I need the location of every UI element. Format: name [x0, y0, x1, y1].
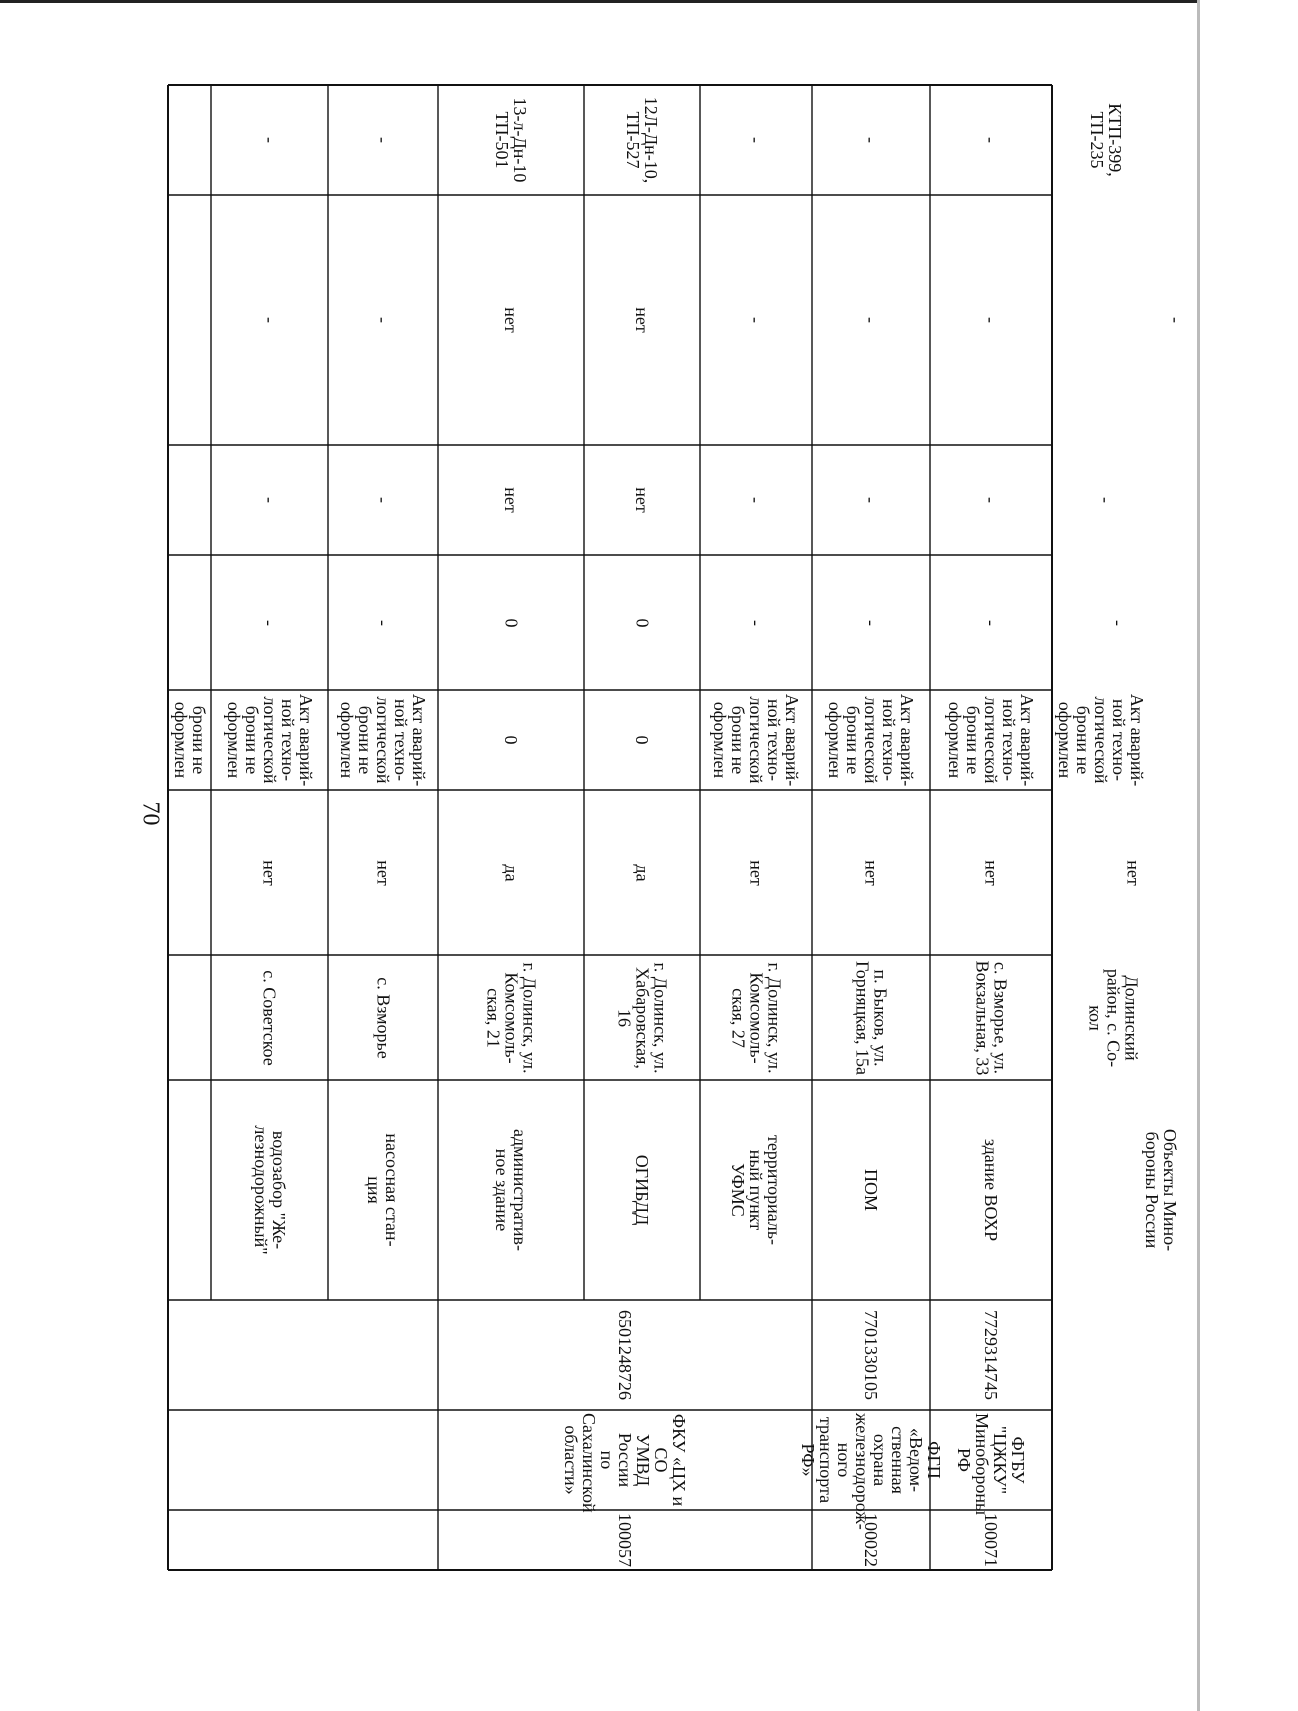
table-cell-r4-feed [440, 87, 582, 193]
cell-text: - [981, 137, 1001, 143]
table-cell-g1-org [440, 1412, 810, 1513]
table-cell-r6-feed [702, 87, 810, 193]
table-cell-r4-flag [440, 792, 582, 953]
cell-text: - [373, 497, 393, 503]
cell-text: - [1108, 619, 1129, 626]
cell-text: брони не оформлен [170, 701, 209, 779]
cell-text: - [861, 619, 881, 626]
table-cell-r4-c10 [440, 197, 582, 443]
cell-text: - [981, 317, 1001, 323]
table-cell-g1-inn [440, 1302, 810, 1408]
table-cell-r6-status [702, 692, 810, 788]
table-cell-r7-c10 [814, 197, 928, 443]
table-cell-r8-inn [814, 1302, 928, 1408]
cell-text: нет [861, 859, 881, 886]
table-cell-r3-c9 [330, 447, 436, 553]
table-cell-r9-flag [1054, 792, 1213, 953]
table-cell-r3-feed [330, 87, 436, 193]
cell-text: ФГП «Ведом- ственная охрана железнодорож- ного транспорта РФ» [798, 1413, 944, 1530]
table-cell-r1-status [170, 692, 209, 788]
table-cell-r1-c8 [170, 557, 209, 688]
table-cell-r8-c9 [932, 447, 1050, 553]
table-cell-r5-addr [586, 957, 698, 1078]
cell-text: - [259, 137, 280, 143]
table-cell-r8-org [798, 1412, 944, 1530]
cell-text: г. Долинск, ул. Хабаровская, 16 [614, 961, 670, 1074]
cell-text: нет [746, 859, 766, 886]
cell-text: - [1166, 317, 1186, 323]
cell-text: нет [373, 859, 393, 886]
table-cell-r7-feed [814, 87, 928, 193]
cell-text: - [861, 497, 881, 503]
cell-text: с. Взморье [373, 976, 393, 1059]
table-cell-r9-c10 [1054, 197, 1298, 443]
table-cell-r3-addr [330, 957, 436, 1078]
table-cell-r2-feed [213, 87, 326, 193]
cell-text: насосная стан- ция [364, 1133, 402, 1247]
table-cell-r9-inn [932, 1302, 1050, 1408]
table-cell-r4-c9 [440, 447, 582, 553]
cell-text: Акт аварий- ной техно- логической брони не оформлен [825, 693, 917, 787]
cell-text: административ- ное здание [492, 1128, 530, 1252]
table-cell-r8-c10 [932, 197, 1050, 443]
cell-text: нет [501, 487, 521, 513]
table-cell-r7-c8 [814, 557, 928, 688]
cell-text: ПОМ [861, 1168, 881, 1211]
table-cell-r7-c9 [814, 447, 928, 553]
cell-text: 0 [632, 735, 652, 745]
cell-text: Акт аварий- ной техно- логической брони не оформлен [1055, 693, 1147, 787]
table-cell-r8-feed [932, 87, 1050, 193]
cell-text: - [746, 497, 766, 503]
table-cell-r2-status [213, 692, 326, 788]
cell-text: да [501, 863, 521, 882]
cell-text: с. Взморье, ул. Вокзальная, 33 [972, 960, 1010, 1075]
table-cell-r1-addr [170, 957, 209, 1078]
table-cell-r2-c10 [213, 197, 326, 443]
cell-text: нет [259, 859, 280, 886]
cell-text: КТП-399, ТП-235 [1087, 103, 1125, 177]
table-cell-r5-c9 [586, 447, 698, 553]
table-cell-r7-status [814, 692, 928, 788]
table-cell-r5-c10 [586, 197, 698, 443]
table-cell-r3-status [330, 692, 436, 788]
table-cell-r6-c8 [702, 557, 810, 688]
table-cell-r6-addr [702, 957, 810, 1078]
table-cell-r5-obj [586, 1082, 698, 1298]
scan-edge-top [0, 0, 1200, 3]
cell-text: нет [501, 307, 521, 333]
table-cell-r8-addr [932, 957, 1050, 1078]
table-cell-r9-oktmo [932, 1512, 1050, 1568]
cell-text: здание ВОХР [981, 1138, 1001, 1242]
table-cell-r5-c8 [586, 557, 698, 688]
cell-text: с. Советское [259, 969, 280, 1066]
cell-text: п. Быков, ул. Горняцкая, 15а [852, 960, 890, 1075]
cell-text: 13-л-Дн-10 ТП-501 [492, 97, 530, 183]
table-cell-r8-flag [932, 792, 1050, 953]
table-cell-r1-c10 [170, 197, 209, 443]
table-cell-r2-addr [213, 957, 326, 1078]
cell-text: - [1096, 497, 1116, 503]
table-cell-r7-addr [814, 957, 928, 1078]
cell-text: г. Долинск, ул. Комсомоль- ская, 21 [483, 961, 539, 1074]
cell-text: Акт аварий- ной техно- логической брони не оформлен [710, 693, 802, 787]
cell-text: 7729314745 [981, 1310, 1001, 1400]
table-cell-r6-obj [702, 1082, 810, 1298]
table-cell-r1-obj [170, 1082, 209, 1298]
table-cell-r9-obj [1054, 1082, 1268, 1298]
table-cell-r2-flag [213, 792, 326, 953]
table-cell-r7-flag [814, 792, 928, 953]
table-cell-r4-c8 [440, 557, 582, 688]
cell-text: 100071 [981, 1513, 1001, 1567]
table-cell-r6-c10 [702, 197, 810, 443]
table-cell-r9-org [932, 1412, 1050, 1516]
cell-text: 0 [632, 618, 652, 627]
table-cell-r8-obj [932, 1082, 1050, 1298]
table-cell-r3-c10 [330, 197, 436, 443]
cell-text: да [632, 863, 652, 882]
table-cell-r4-status [440, 692, 582, 788]
cell-text: Акт аварий- ной техно- логической брони не оформлен [223, 693, 316, 787]
table-cell-r2-obj [213, 1082, 326, 1298]
table-cell-r1-inn [170, 1302, 436, 1408]
cell-text: 0 [501, 618, 521, 627]
cell-text: - [259, 317, 280, 323]
cell-text: г. Долинск, ул. Комсомоль- ская, 27 [728, 961, 784, 1074]
cell-text: территориаль- ный пункт УФМС [728, 1134, 784, 1246]
cell-text: - [981, 497, 1001, 503]
table-cell-r7-obj [814, 1082, 928, 1298]
cell-text: нет [981, 859, 1001, 886]
table-cell-r4-addr [440, 957, 582, 1078]
cell-text: ОГИБДД [632, 1154, 652, 1226]
table-cell-r8-status [932, 692, 1050, 788]
table-cell-r2-c8 [213, 557, 326, 688]
cell-text: Акт аварий- ной техно- логической брони не оформлен [945, 693, 1037, 787]
table-cell-r8-c8 [932, 557, 1050, 688]
table-cell-r4-obj [440, 1082, 582, 1298]
cell-text: нет [632, 307, 652, 333]
cell-text: 100022 [861, 1513, 881, 1567]
table-cell-r9-addr [1054, 957, 1173, 1078]
cell-text: нет [632, 487, 652, 513]
cell-text: 12Л-Дн-10, ТП-527 [623, 96, 661, 184]
table-cell-r1-flag [170, 792, 209, 953]
table-cell-r5-flag [586, 792, 698, 953]
table-cell-r5-feed [586, 87, 698, 193]
cell-text: - [373, 619, 393, 626]
table-cell-r2-c9 [213, 447, 326, 553]
cell-text: - [259, 497, 280, 503]
table-cell-r9-status [1054, 692, 1148, 788]
table-cell-r6-flag [702, 792, 810, 953]
table-cell-r5-status [586, 692, 698, 788]
table-cell-r1-oktmo [170, 1512, 436, 1568]
cell-text: 0 [501, 735, 521, 745]
cell-text: - [981, 619, 1001, 626]
cell-text: - [259, 619, 280, 626]
table-cell-r6-c9 [702, 447, 810, 553]
cell-text: - [373, 317, 393, 323]
table-cell-r3-c8 [330, 557, 436, 688]
table-cell-r1-c9 [170, 447, 209, 553]
cell-text: Объекты Мино- бороны России [1142, 1128, 1180, 1252]
table-cell-r3-flag [330, 792, 436, 953]
cell-text: 7701330105 [861, 1310, 881, 1400]
table-cell-r1-org [170, 1412, 436, 1508]
cell-text: Акт аварий- ной техно- логической брони не оформлен [337, 693, 429, 787]
cell-text: водозабор "Же- лезнодорожный" [250, 1125, 289, 1255]
cell-text: - [861, 137, 881, 143]
cell-text: ФГБУ "ЦЖКУ" Минобороны РФ [954, 1413, 1028, 1516]
cell-text: ФКУ «ЦХ и СО УМВД России по Сахалинской области» [561, 1413, 689, 1513]
table-cell-r9-c8 [1054, 557, 1183, 688]
cell-text: - [861, 317, 881, 323]
table-cell-r3-obj [330, 1082, 436, 1298]
cell-text: - [746, 317, 766, 323]
cell-text: 100057 [615, 1513, 635, 1567]
cell-text: - [746, 137, 766, 143]
cell-text: 6501248726 [615, 1310, 635, 1400]
table-cell-r1-feed [170, 87, 209, 193]
table-cell-g1-oktmo [440, 1512, 810, 1568]
cell-text: - [746, 619, 766, 626]
table-cell-r9-feed [1054, 87, 1158, 193]
cell-text: - [373, 137, 393, 143]
cell-text: Долинский район, с. Со- кол [1085, 968, 1142, 1067]
page-number: 70 [137, 801, 164, 826]
cell-text: нет [1123, 859, 1144, 886]
table-cell-r9-c9 [1054, 447, 1158, 553]
